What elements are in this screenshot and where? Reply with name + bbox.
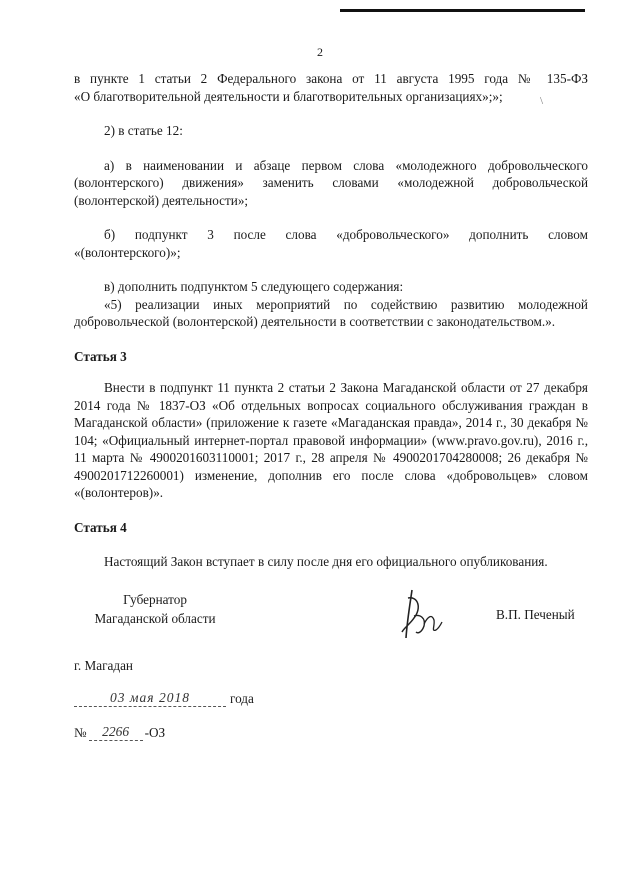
margin-pen-mark: \	[540, 95, 544, 107]
handwritten-law-number: 2266	[89, 724, 143, 741]
place-of-signing: г. Магадан	[74, 658, 133, 673]
signatory-title-line: Губернатор	[123, 592, 187, 607]
article-3-text: Внести в подпункт 11 пункта 2 статьи 2 Закона Магаданской области от 27 декабря 2014 года № 1837-ОЗ «Об отдельных вопросах социального обслуживания граждан в Магаданской области» (приложение к газете «Магаданская правда», 2014 г., 30 декабря № 104; «Официальный интернет-портал правовой информации» (www.pravo.gov.ru), 2016 г., 11 марта № 4900201603110001; 2017 г., 28 апреля № 4900201704280008; 26 декабря № 4900201712260001) изменение, дополнив его после слова «добровольцев» словом «(волонтеров)».	[74, 380, 588, 500]
list-item-b: б) подпункт 3 после слова «добровольческого» дополнить словом	[104, 227, 588, 242]
scan-edge-line	[340, 9, 585, 12]
article-3-heading: Статья 3	[74, 348, 127, 364]
article-4-heading: Статья 4	[74, 519, 127, 535]
law-number-row	[74, 724, 165, 741]
document-body	[74, 70, 588, 571]
signatory-name: В.П. Печеный	[496, 607, 575, 622]
list-item-c: в) дополнить подпунктом 5 следующего содержания:	[104, 279, 404, 294]
date-suffix: года	[230, 691, 254, 706]
number-suffix: -ОЗ	[144, 725, 166, 740]
paragraph-text: в пункте 1 статьи 2 Федерального закона от 11 августа 1995 года № 135-ФЗ	[74, 71, 588, 86]
handwritten-date: 03 мая 2018	[74, 690, 226, 707]
paragraph-text: «О благотворительной деятельности и благотворительных организациях»;»;	[74, 88, 503, 104]
list-item-b-continued: «(волонтерского)»;	[74, 244, 181, 260]
handwritten-signature	[398, 586, 446, 642]
signatory-title	[80, 590, 230, 628]
number-sign: №	[74, 725, 87, 740]
signing-date-row	[74, 690, 254, 707]
quoted-subitem: «5) реализации иных мероприятий по содействию развитию молодежной добровольческой (волонтерской) деятельности в соответствии с законодательством.».	[74, 296, 588, 329]
page-number: 2	[317, 45, 323, 59]
signatory-title-line: Магаданской области	[94, 611, 216, 626]
list-item-a: а) в наименовании и абзаце первом слова «молодежного добровольческого (волонтерского) движения» заменить словами «молодежной добровольческой (волонтерской) деятельности»;	[74, 157, 588, 208]
list-item-2: 2) в статье 12:	[104, 123, 183, 138]
article-4-text: Настоящий Закон вступает в силу после дня его официального опубликования.	[104, 554, 548, 569]
